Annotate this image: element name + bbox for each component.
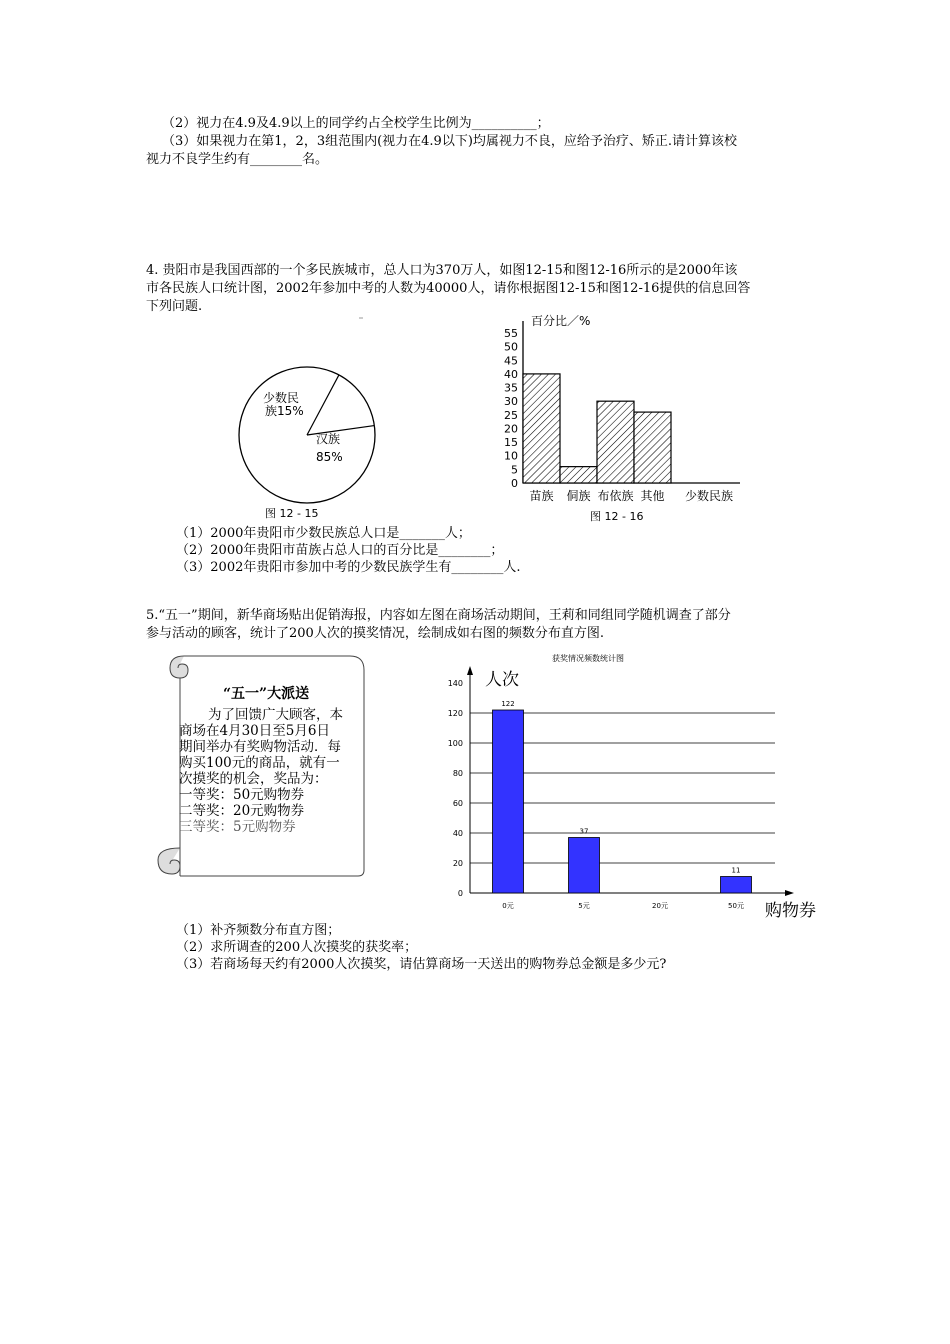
b16-ytick: 50 — [504, 340, 518, 354]
b16-bar-2 — [597, 401, 634, 483]
b16-xtick-1: 侗族 — [566, 489, 591, 503]
b16-ytick: 45 — [504, 354, 518, 368]
hist-bar-0 — [493, 710, 524, 893]
pie-label-minority-a: 少数民 — [263, 391, 300, 405]
q4-intro-3: 下列问题. — [146, 299, 203, 314]
hist-ytick: 140 — [447, 679, 463, 688]
hist-bar-3 — [721, 877, 752, 894]
b16-ytick: 30 — [504, 395, 518, 409]
hist-ytick: 60 — [452, 799, 463, 808]
hist-bar-1 — [569, 838, 600, 894]
b16-ytick: 15 — [504, 436, 518, 450]
pie-label-minority-b: 族15% — [265, 404, 304, 418]
b16-bar-3 — [634, 412, 671, 483]
poster-line-7: 二等奖：20元购物券 — [179, 803, 305, 819]
poster-line-1: 为了回馈广大顾客，本 — [208, 707, 343, 723]
b16-xtick-4: 少数民族 — [684, 489, 734, 503]
q5-intro-2: 参与活动的顾客，统计了200人次的摸奖情况，绘制成如右图的频数分布直方图. — [146, 626, 604, 641]
b16-ytick: 10 — [504, 449, 518, 463]
b16-xtick-2: 布依族 — [597, 489, 634, 503]
q5-sub2: （2）求所调查的200人次摸奖的获奖率； — [176, 940, 418, 955]
poster-line-2: 商场在4月30日至5月6日 — [179, 723, 330, 739]
hist-xtick-1: 5元 — [578, 902, 590, 910]
pie-label-han: 汉族 — [316, 432, 341, 446]
poster-line-8: 三等奖：5元购物券 — [179, 819, 296, 835]
q5-intro-1: 5.“五一”期间，新华商场贴出促销海报，内容如左图在商场活动期间，王莉和同组同学随机调查了部分 — [146, 608, 731, 623]
q4-sub1: （1）2000年贵阳市少数民族总人口是_______人； — [176, 526, 471, 541]
q3-sub3-line1: （3）如果视力在第1，2，3组范围内(视力在4.9以下)均属视力不良，应给予治疗、矫正.请计算该校 — [162, 134, 738, 149]
pie-label-han-value: 85% — [316, 450, 343, 464]
hist-ytick: 20 — [452, 859, 463, 868]
hist-data-label-1: 37 — [579, 827, 589, 836]
hist-x-arrow — [785, 890, 794, 896]
b16-ytick: 20 — [504, 422, 518, 436]
hist-ytick: 80 — [452, 769, 463, 778]
hist-x-label: 购物券 — [765, 901, 816, 920]
q5-sub1: （1）补齐频数分布直方图； — [176, 923, 341, 938]
b16-caption: 图 12 - 16 — [590, 510, 644, 523]
q3-sub3-line2: 视力不良学生约有________名。 — [146, 152, 329, 167]
b16-ytick: 0 — [511, 477, 518, 490]
hist-xtick-3: 50元 — [728, 902, 744, 910]
b16-y-label: 百分比／% — [531, 314, 591, 328]
pie-chart-12-15 — [225, 310, 395, 525]
b16-xtick-0: 苗族 — [529, 489, 554, 503]
hist-xtick-0: 0元 — [502, 902, 514, 910]
q4-intro-1: 4. 贵阳市是我国西部的一个多民族城市，总人口为370万人，如图12-15和图12-16所示的是2000年该 — [146, 263, 738, 278]
hist-ytick: 0 — [457, 889, 463, 898]
q5-sub3: （3）若商场每天约有2000人次摸奖，请估算商场一天送出的购物券总金额是多少元? — [176, 957, 667, 972]
hist-title: 获奖情况频数统计图 — [552, 654, 624, 663]
hist-ytick: 40 — [452, 829, 463, 838]
poster-title: “五一”大派送 — [223, 686, 310, 702]
poster-line-4: 购买100元的商品，就有一 — [179, 755, 340, 771]
hist-ytick: 100 — [447, 739, 463, 748]
b16-ytick: 25 — [504, 408, 518, 422]
q4-sub3: （3）2002年贵阳市参加中考的少数民族学生有________人. — [176, 560, 521, 575]
b16-ytick: 5 — [511, 463, 518, 477]
b16-bar-0 — [523, 374, 560, 483]
hist-y-label: 人次 — [485, 670, 519, 690]
pie-slices — [239, 367, 375, 503]
poster-line-6: 一等奖：50元购物券 — [179, 787, 305, 803]
pie-caption: 图 12 - 15 — [265, 507, 319, 520]
poster-line-3: 期间举办有奖购物活动．每 — [179, 739, 341, 755]
poster-line-5: 次摸奖的机会，奖品为： — [179, 771, 328, 787]
b16-xtick-3: 其他 — [640, 489, 665, 503]
b16-bar-1 — [560, 467, 597, 483]
hist-ytick: 120 — [447, 709, 463, 718]
hist-data-label-3: 11 — [731, 866, 741, 875]
hist-xtick-2: 20元 — [652, 902, 668, 910]
q4-sub2: （2）2000年贵阳市苗族占总人口的百分比是________； — [176, 543, 504, 558]
q3-sub2: （2）视力在4.9及4.9以上的同学约占全校学生比例为__________； — [162, 116, 550, 131]
prize-histogram — [440, 648, 830, 920]
b16-ytick: 40 — [504, 367, 518, 381]
hist-data-label-0: 122 — [501, 700, 515, 708]
q4-intro-2: 市各民族人口统计图，2002年参加中考的人数为40000人，请你根据图12-15和图12-16提供的信息回答 — [146, 281, 751, 296]
b16-ytick: 55 — [504, 327, 518, 340]
bar-chart-12-16 — [490, 305, 760, 527]
hist-y-arrow — [467, 666, 473, 675]
b16-ytick: 35 — [504, 381, 518, 395]
